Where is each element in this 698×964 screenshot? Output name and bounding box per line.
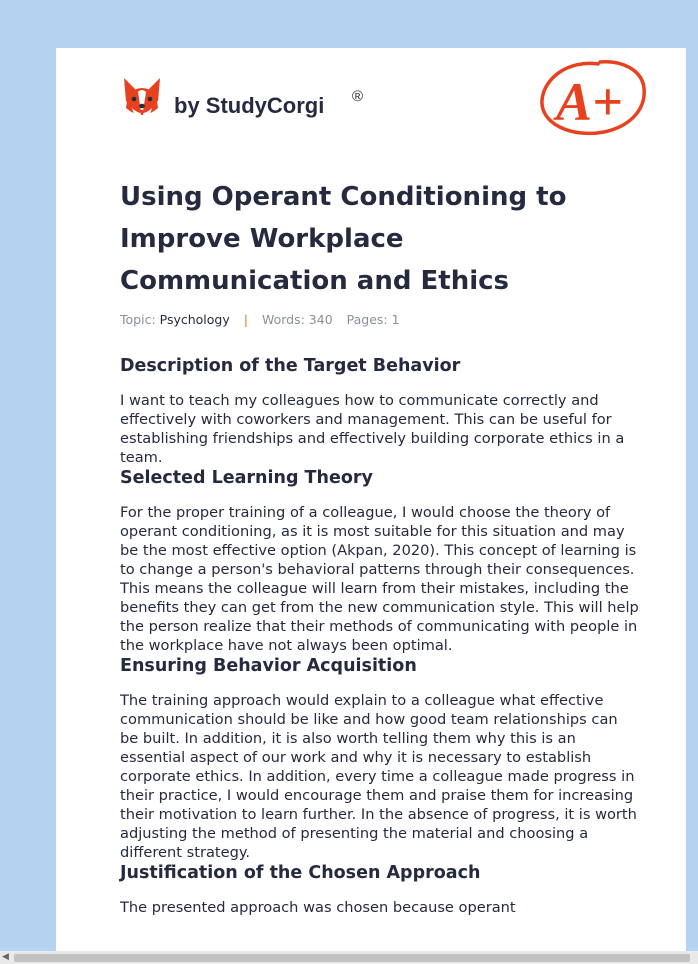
scroll-left-icon[interactable]: ◀	[2, 952, 9, 962]
section-learning-theory	[120, 467, 640, 655]
registered-mark: ®	[352, 88, 364, 105]
section-justification	[120, 862, 640, 917]
section-heading: Ensuring Behavior Acquisition	[120, 656, 417, 676]
meta-separator: |	[243, 312, 248, 327]
topic-label: Topic:	[120, 312, 156, 327]
topic-value[interactable]: Psychology	[159, 312, 230, 327]
pages-value: 1	[391, 312, 400, 327]
section-paragraph: The presented approach was chosen because operant	[120, 899, 516, 916]
section-paragraph: For the proper training of a colleague, I would choose the theory of operant conditioning, as it is most suitable for this situation and may be the most effective option (Akpan, 2020). This concept of learning is to change a person's behavioral patterns through their consequences. This means the colleague will learn from their mistakes, including the benefits they can get from the new communication style. This will help the person realize that their methods of communicating with people in the workplace have not always been optimal.	[120, 504, 639, 654]
section-target-behavior	[120, 355, 640, 467]
words-value: 340	[308, 312, 333, 327]
section-heading: Selected Learning Theory	[120, 468, 373, 488]
grade-text: A+	[556, 72, 623, 132]
scrollbar-thumb[interactable]	[14, 954, 690, 962]
pages-label: Pages:	[346, 312, 388, 327]
section-heading: Justification of the Chosen Approach	[120, 863, 481, 883]
section-heading: Description of the Target Behavior	[120, 356, 461, 376]
document-page	[56, 48, 686, 953]
section-paragraph: The training approach would explain to a colleague what effective communication should be like and how good team relationships can be built. In addition, it is also worth telling them why this is an essential aspect of our work and why it is necessary to establish corporate ethics. In addition, every time a colleague made progress in their practice, I would encourage them and praise them for increasing their motivation to learn further. In the absence of progress, it is worth adjusting the method of presenting the material and choosing a different strategy.	[120, 692, 637, 861]
section-behavior-acquisition	[120, 655, 640, 862]
document-title: Using Operant Conditioning to Improve Workplace Communication and Ethics	[120, 182, 567, 296]
a-plus-grade-icon	[538, 58, 648, 138]
corgi-mascot-icon	[122, 76, 162, 120]
document-meta	[120, 312, 400, 327]
brand-name: by StudyCorgi	[174, 93, 325, 118]
document-body	[120, 355, 640, 917]
section-paragraph: I want to teach my colleagues how to communicate correctly and effectively with coworkers and management. This can be useful for establishing friendships and effectively building corporate ethics in a team.	[120, 392, 625, 466]
words-label: Words:	[261, 312, 305, 327]
horizontal-scrollbar[interactable]	[0, 951, 698, 964]
